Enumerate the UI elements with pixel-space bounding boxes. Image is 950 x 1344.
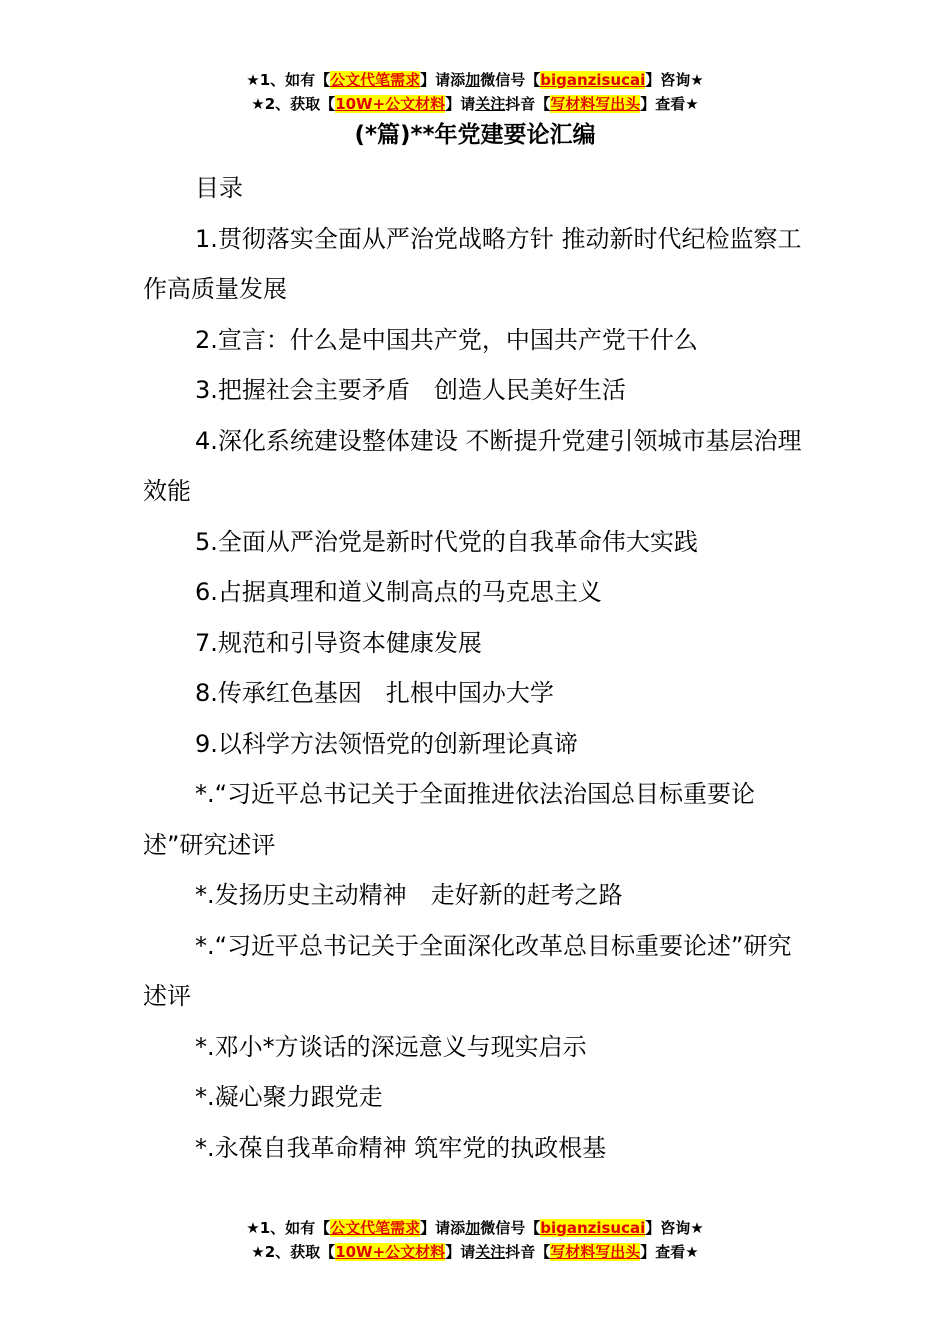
toc-item: 1.贯彻落实全面从严治党战略方针 推动新时代纪检监察工作高质量发展 (143, 224, 802, 303)
highlight-service: 公文代笔需求 (330, 71, 421, 89)
top-banner (0, 68, 950, 116)
toc-item: *.凝心聚力跟党走 (195, 1083, 383, 1111)
document-title: (*篇)**年党建要论汇编 (354, 122, 596, 148)
toc-item: 2.宣言：什么是中国共产党，中国共产党干什么 (195, 325, 698, 354)
table-of-contents (143, 163, 813, 1173)
toc-item: *.永葆自我革命精神 筑牢党的执政根基 (195, 1133, 607, 1162)
toc-item: *.邓小*方谈话的深远意义与现实启示 (195, 1032, 587, 1061)
toc-item: *.“习近平总书记关于全面推进依法治国总目标重要论述”研究述评 (143, 780, 756, 859)
toc-item: 9.以科学方法领悟党的创新理论真谛 (195, 729, 578, 758)
toc-item: 5.全面从严治党是新时代党的自我革命伟大实践 (195, 527, 698, 556)
highlight-materials: 10W+公文材料 (335, 95, 446, 113)
highlight-service: 公文代笔需求 (330, 1219, 421, 1237)
highlight-materials: 10W+公文材料 (335, 1243, 446, 1261)
toc-item: 6.占据真理和道义制高点的马克思主义 (195, 578, 602, 606)
highlight-douyin-id: 写材料写出头 (550, 95, 641, 113)
banner-line-2: ★2、获取【10W+公文材料】请关注抖音【写材料写出头】查看★ (251, 1243, 699, 1261)
toc-heading: 目录 (195, 174, 243, 202)
toc-item: 3.把握社会主要矛盾 创造人民美好生活 (195, 376, 626, 404)
highlight-douyin-id: 写材料写出头 (550, 1243, 641, 1261)
toc-item: 8.传承红色基因 扎根中国办大学 (195, 679, 554, 707)
toc-item: 4.深化系统建设整体建设 不断提升党建引领城市基层治理效能 (143, 426, 802, 505)
highlight-wechat-id: biganzisucai (540, 1219, 646, 1237)
banner-line-1: ★1、如有【公文代笔需求】请添加微信号【biganzisucai】咨询★ (246, 1219, 704, 1237)
bottom-banner (0, 1216, 950, 1264)
toc-item: 7.规范和引导资本健康发展 (195, 628, 482, 657)
toc-item: *.“习近平总书记关于全面深化改革总目标重要论述”研究述评 (143, 931, 792, 1010)
banner-line-1: ★1、如有【公文代笔需求】请添加微信号【biganzisucai】咨询★ (246, 71, 704, 89)
banner-line-2: ★2、获取【10W+公文材料】请关注抖音【写材料写出头】查看★ (251, 95, 699, 113)
toc-item: *.发扬历史主动精神 走好新的赶考之路 (195, 881, 623, 909)
highlight-wechat-id: biganzisucai (540, 71, 646, 89)
